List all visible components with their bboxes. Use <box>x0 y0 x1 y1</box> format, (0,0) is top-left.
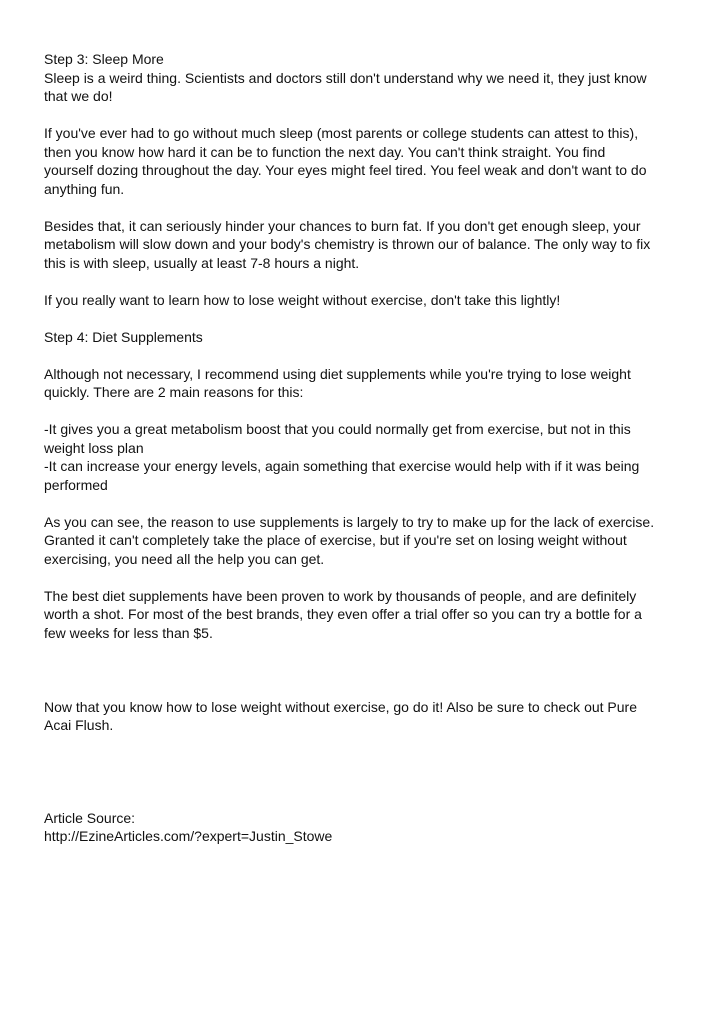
text-line: If you've ever had to go without much sleep (most parents or college students can attest to this), <box>44 125 639 141</box>
step3-section <box>44 50 694 309</box>
step3-paragraph-1 <box>44 69 694 106</box>
text-line: Now that you know how to lose weight without exercise, go do it! Also be sure to check out Pure <box>44 698 637 715</box>
text-line: yourself dozing throughout the day. Your eyes might feel tired. You feel weak and don't want to do <box>44 162 647 178</box>
text-line: few weeks for less than $5. <box>44 624 213 641</box>
text-line: quickly. There are 2 main reasons for this: <box>44 384 304 400</box>
step3-paragraph-4 <box>44 291 694 310</box>
step4-paragraph-2 <box>44 420 694 494</box>
text-line: worth a shot. For most of the best brands, they even offer a trial offer so you can try a bottle for a <box>44 606 642 622</box>
text-line: Acai Flush. <box>44 717 114 733</box>
step4-paragraph-3 <box>44 513 694 569</box>
text-line: Granted it can't completely take the place of exercise, but if you're set on losing weight without <box>44 532 627 548</box>
text-line: If you really want to learn how to lose weight without exercise, don't take this lightly! <box>44 291 561 308</box>
text-line: then you know how hard it can be to function the next day. You can't think straight. You find <box>44 143 606 160</box>
text-line: -It gives you a great metabolism boost that you could normally get from exercise, but not in this <box>44 421 631 437</box>
text-line: -It can increase your energy levels, again something that exercise would help with if it was being <box>44 458 640 474</box>
document-page <box>44 50 694 846</box>
text-line: The best diet supplements have been proven to work by thousands of people, and are definitely <box>44 587 637 604</box>
step4-paragraph-4 <box>44 587 694 643</box>
step3-paragraph-3 <box>44 217 694 273</box>
text-line: metabolism will slow down and your body's chemistry is thrown our of balance. The only way to fix <box>44 236 651 252</box>
step3-heading: Step 3: Sleep More <box>44 51 164 67</box>
article-source-url: http://EzineArticles.com/?expert=Justin_Stowe <box>44 828 333 844</box>
text-line: this is with sleep, usually at least 7-8 hours a night. <box>44 254 360 271</box>
text-line: that we do! <box>44 88 113 104</box>
text-line: performed <box>44 476 108 493</box>
text-line: Sleep is a weird thing. Scientists and doctors still don't understand why we need it, they just know <box>44 69 647 86</box>
step3-paragraph-2 <box>44 124 694 198</box>
step4-heading: Step 4: Diet Supplements <box>44 328 203 345</box>
article-source-label: Article Source: <box>44 809 136 826</box>
text-line: anything fun. <box>44 180 125 197</box>
article-source <box>44 809 694 846</box>
text-line: Besides that, it can seriously hinder your chances to burn fat. If you don't get enough sleep, your <box>44 217 641 234</box>
step4-section <box>44 328 694 643</box>
closing-paragraph <box>44 698 694 735</box>
step4-paragraph-1 <box>44 365 694 402</box>
text-line: Although not necessary, I recommend using diet supplements while you're trying to lose weight <box>44 365 631 382</box>
text-line: As you can see, the reason to use supplements is largely to try to make up for the lack of exercise. <box>44 513 655 530</box>
text-line: exercising, you need all the help you can get. <box>44 550 325 567</box>
text-line: weight loss plan <box>44 439 144 456</box>
